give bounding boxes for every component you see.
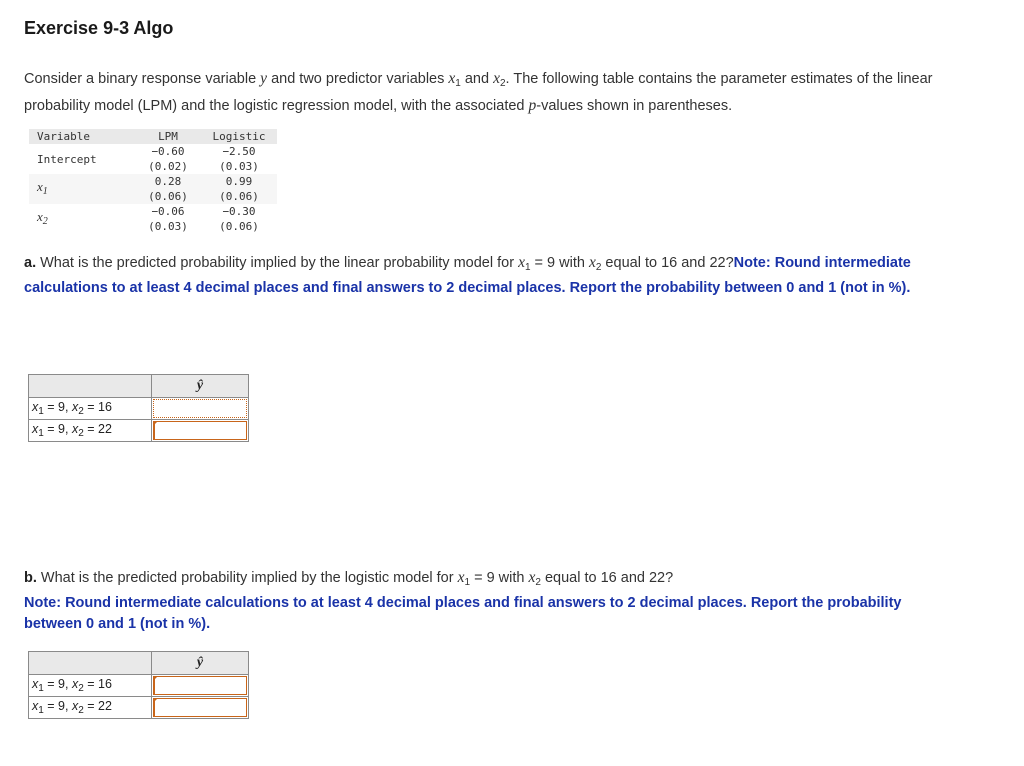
question-a: a. What is the predicted probability implied by the linear probability model for $x_1 = 9$ with $x_2$ equal to 16 and 22?Note: Round intermediate calculations to at least 4 decimal places and final answers to 2 decimal places. Report the probability between 0 and 1 (not in %). [24, 254, 911, 296]
table-row [29, 204, 277, 219]
answer-row-label: $x_1 = 9$, $x_2 = 22$ [29, 697, 152, 719]
row-label-x1: $x_1$ [29, 174, 135, 204]
answer-input-a-16[interactable] [153, 399, 247, 418]
answer-input-b-16[interactable] [153, 676, 247, 695]
note-b: Note: Round intermediate calculations to at least 4 decimal places and final answers to 2 decimal places. Report the probability between 0 and 1 (not in %). [24, 595, 902, 632]
problem-intro: Consider a binary response variable y and two predictor variables $x_1$ and $x_2$. The following table contains the parameter estimates of the linear probability model (LPM) and the logistic regression model, with the associated p-values shown in parentheses. [24, 70, 933, 114]
logit-estimate: −0.30 [222, 205, 256, 218]
required-flag-icon [153, 676, 158, 681]
lpm-estimate: 0.28 [135, 174, 201, 189]
lpm-estimate: −0.60 [151, 145, 185, 158]
answer-input-b-22[interactable] [153, 698, 247, 717]
logit-estimate: −2.50 [222, 145, 256, 158]
col-header-lpm: LPM [135, 129, 201, 144]
required-flag-icon [153, 698, 158, 703]
answer-header-blank [29, 375, 152, 398]
answer-header-yhat: ŷ [152, 652, 249, 675]
lpm-pvalue: (0.03) [148, 220, 188, 233]
answer-row-label: $x_1 = 9$, $x_2 = 16$ [29, 398, 152, 420]
answer-input-a-22[interactable] [153, 421, 247, 440]
answer-header-yhat: ŷ [152, 375, 249, 398]
lpm-estimate: −0.06 [151, 205, 185, 218]
logit-pvalue: (0.03) [219, 160, 259, 173]
logit-pvalue: (0.06) [201, 189, 277, 204]
row-label-intercept: Intercept [37, 152, 97, 166]
table-row [29, 174, 277, 189]
table-row [29, 697, 249, 719]
row-label-x2: $x_2$ [37, 209, 48, 227]
page-title: Exercise 9-3 Algo [24, 18, 174, 38]
table-row [29, 420, 249, 442]
table-row [29, 144, 277, 159]
answer-table-a [28, 374, 249, 442]
lpm-pvalue: (0.02) [148, 160, 188, 173]
note-a: Note: Round intermediate calculations to at least 4 decimal places and final answers to 2 decimal places. Report the probability between 0 and 1 (not in %). [24, 255, 911, 296]
col-header-logistic: Logistic [201, 129, 277, 144]
parameter-estimates-table [29, 129, 277, 234]
col-header-variable: Variable [29, 129, 135, 144]
question-b: b. What is the predicted probability implied by the logistic model for $x_1 = 9$ with $x_2$ equal to 16 and 22? Note: Round intermediate calculations to at least 4 decimal places and final answers to 2 decimal places. Report the probability between 0 and 1 (not in %). [24, 569, 902, 632]
lpm-pvalue: (0.06) [135, 189, 201, 204]
answer-header-blank [29, 652, 152, 675]
table-row [29, 675, 249, 697]
logit-estimate: 0.99 [201, 174, 277, 189]
answer-table-b [28, 651, 249, 719]
table-row [29, 398, 249, 420]
answer-row-label: $x_1 = 9$, $x_2 = 16$ [29, 675, 152, 697]
required-flag-icon [153, 421, 158, 426]
answer-row-label: $x_1 = 9$, $x_2 = 22$ [29, 420, 152, 442]
logit-pvalue: (0.06) [219, 220, 259, 233]
